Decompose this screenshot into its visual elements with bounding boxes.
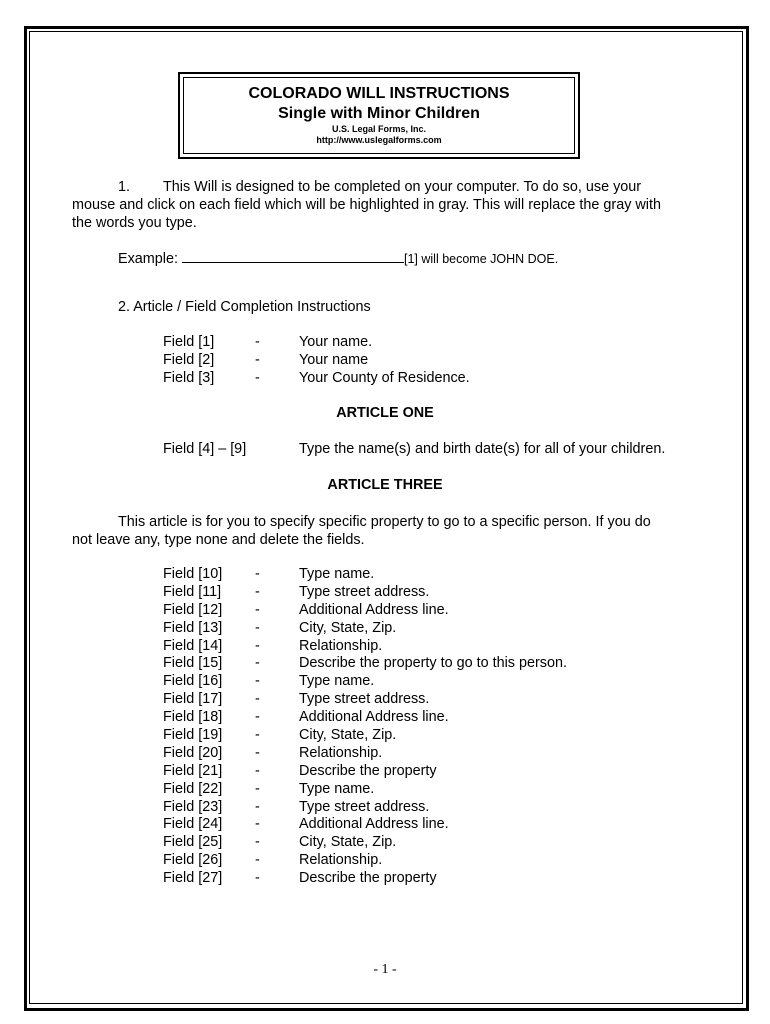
field-name: Field [22]	[163, 780, 223, 797]
field-name: Field [2]	[163, 351, 215, 368]
field-name: Field [15]	[163, 655, 223, 672]
field-name: Field [17]	[163, 691, 223, 708]
field-row	[163, 852, 567, 870]
field-dash: -	[255, 351, 260, 368]
para1-line1	[72, 178, 702, 196]
field-dash: -	[255, 334, 260, 350]
field-list-group3	[163, 566, 567, 888]
field-dash: -	[255, 798, 260, 815]
field-dash: -	[255, 744, 260, 761]
field-desc: Describe the property	[299, 870, 437, 887]
field-dash: -	[255, 637, 260, 654]
document-title: COLORADO WILL INSTRUCTIONS	[248, 85, 510, 102]
field-desc: Describe the property to go to this person.	[299, 655, 567, 672]
field-dash: -	[255, 369, 260, 386]
field-name: Field [23]	[163, 798, 223, 815]
field-name: Field [24]	[163, 816, 223, 833]
field-row	[163, 763, 567, 781]
field-name: Field [27]	[163, 870, 223, 887]
field-desc: Relationship.	[299, 852, 383, 869]
field-row	[163, 620, 567, 638]
document-subtitle: Single with Minor Children	[278, 105, 480, 122]
field-desc: City, State, Zip.	[299, 727, 397, 744]
article-one-heading: ARTICLE ONE	[336, 405, 434, 421]
field-desc: Your County of Residence.	[299, 369, 470, 386]
field-name: Field [16]	[163, 673, 223, 690]
field-row	[163, 584, 567, 602]
field-row	[163, 727, 567, 745]
field-name: Field [11]	[163, 583, 222, 600]
field-row	[163, 370, 470, 388]
field-row	[163, 799, 567, 817]
field-row	[163, 691, 567, 709]
field-desc: Your name.	[299, 334, 373, 350]
field-name: Field [25]	[163, 834, 223, 851]
field-dash: -	[255, 673, 260, 690]
field-name: Field [1]	[163, 334, 215, 350]
field-desc: Additional Address line.	[299, 709, 449, 726]
field-dash: -	[255, 619, 260, 636]
field-dash: -	[255, 834, 260, 851]
field-desc: Type street address.	[299, 691, 430, 708]
example-blank-field	[182, 248, 404, 263]
field-dash: -	[255, 691, 260, 708]
article-three-intro-line2: not leave any, type none and delete the fields.	[72, 532, 365, 548]
example-line	[118, 248, 558, 268]
field-desc: Additional Address line.	[299, 816, 449, 833]
article-three-heading: ARTICLE THREE	[327, 477, 443, 493]
company-url: http://www.uslegalforms.com	[316, 135, 442, 145]
instructions-paragraph-1	[72, 178, 702, 232]
field-range: Field [4] – [9]	[163, 441, 247, 457]
field-dash: -	[255, 762, 260, 779]
field-row	[163, 816, 567, 834]
article-three-intro-line1	[72, 513, 702, 531]
field-desc: City, State, Zip.	[299, 619, 397, 636]
field-desc: Type the name(s) and birth date(s) for all of your children.	[299, 441, 666, 457]
field-name: Field [26]	[163, 852, 223, 869]
field-dash: -	[255, 852, 260, 869]
example-result: [1] will become JOHN DOE.	[404, 252, 559, 266]
para1-line1-text: This Will is designed to be completed on your computer. To do so, use your	[163, 179, 642, 195]
field-desc: Your name	[299, 351, 369, 368]
field-dash: -	[255, 870, 260, 887]
field-desc: Relationship.	[299, 744, 383, 761]
field-desc: Type street address.	[299, 583, 430, 600]
para1-line2: mouse and click on each field which will be highlighted in gray. This will replace the gray with	[72, 197, 661, 213]
field-row	[163, 352, 470, 370]
field-desc: Type name.	[299, 780, 375, 797]
field-dash: -	[255, 655, 260, 672]
field-desc: Relationship.	[299, 637, 383, 654]
field-name: Field [3]	[163, 369, 215, 386]
field-name: Field [21]	[163, 762, 223, 779]
field-row	[163, 834, 567, 852]
field-desc: City, State, Zip.	[299, 834, 397, 851]
intro-line1-text: This article is for you to specify specific property to go to a specific person. If you do	[118, 514, 651, 530]
article-three-intro	[72, 513, 702, 549]
field-row	[163, 781, 567, 799]
field-row	[163, 673, 567, 691]
field-row	[163, 334, 470, 352]
field-desc: Additional Address line.	[299, 601, 449, 618]
field-name: Field [18]	[163, 709, 223, 726]
field-dash: -	[255, 566, 260, 582]
field-dash: -	[255, 816, 260, 833]
field-row	[163, 638, 567, 656]
field-desc: Describe the property	[299, 762, 437, 779]
field-name: Field [12]	[163, 601, 223, 618]
field-row	[163, 441, 665, 459]
article-one-fields	[163, 441, 665, 459]
para1-line3: the words you type.	[72, 215, 197, 231]
field-row	[163, 870, 567, 888]
field-name: Field [10]	[163, 566, 223, 582]
para1-number: 1.	[118, 179, 131, 195]
field-name: Field [20]	[163, 744, 223, 761]
page-number: - 1 -	[373, 962, 397, 977]
field-desc: Type name.	[299, 566, 375, 582]
field-name: Field [13]	[163, 619, 223, 636]
field-row	[163, 602, 567, 620]
field-row	[163, 566, 567, 584]
field-name: Field [14]	[163, 637, 223, 654]
field-row	[163, 709, 567, 727]
field-row	[163, 655, 567, 673]
company-name: U.S. Legal Forms, Inc.	[331, 124, 427, 134]
field-dash: -	[255, 583, 260, 600]
field-name: Field [19]	[163, 727, 223, 744]
section2-heading: 2. Article / Field Completion Instructions	[118, 299, 371, 315]
field-row	[163, 745, 567, 763]
field-dash: -	[255, 709, 260, 726]
title-box	[183, 77, 575, 154]
field-list-group1	[163, 334, 470, 388]
field-dash: -	[255, 601, 260, 618]
field-desc: Type street address.	[299, 798, 430, 815]
field-dash: -	[255, 780, 260, 797]
field-dash: -	[255, 727, 260, 744]
field-desc: Type name.	[299, 673, 375, 690]
example-label: Example:	[118, 251, 178, 267]
